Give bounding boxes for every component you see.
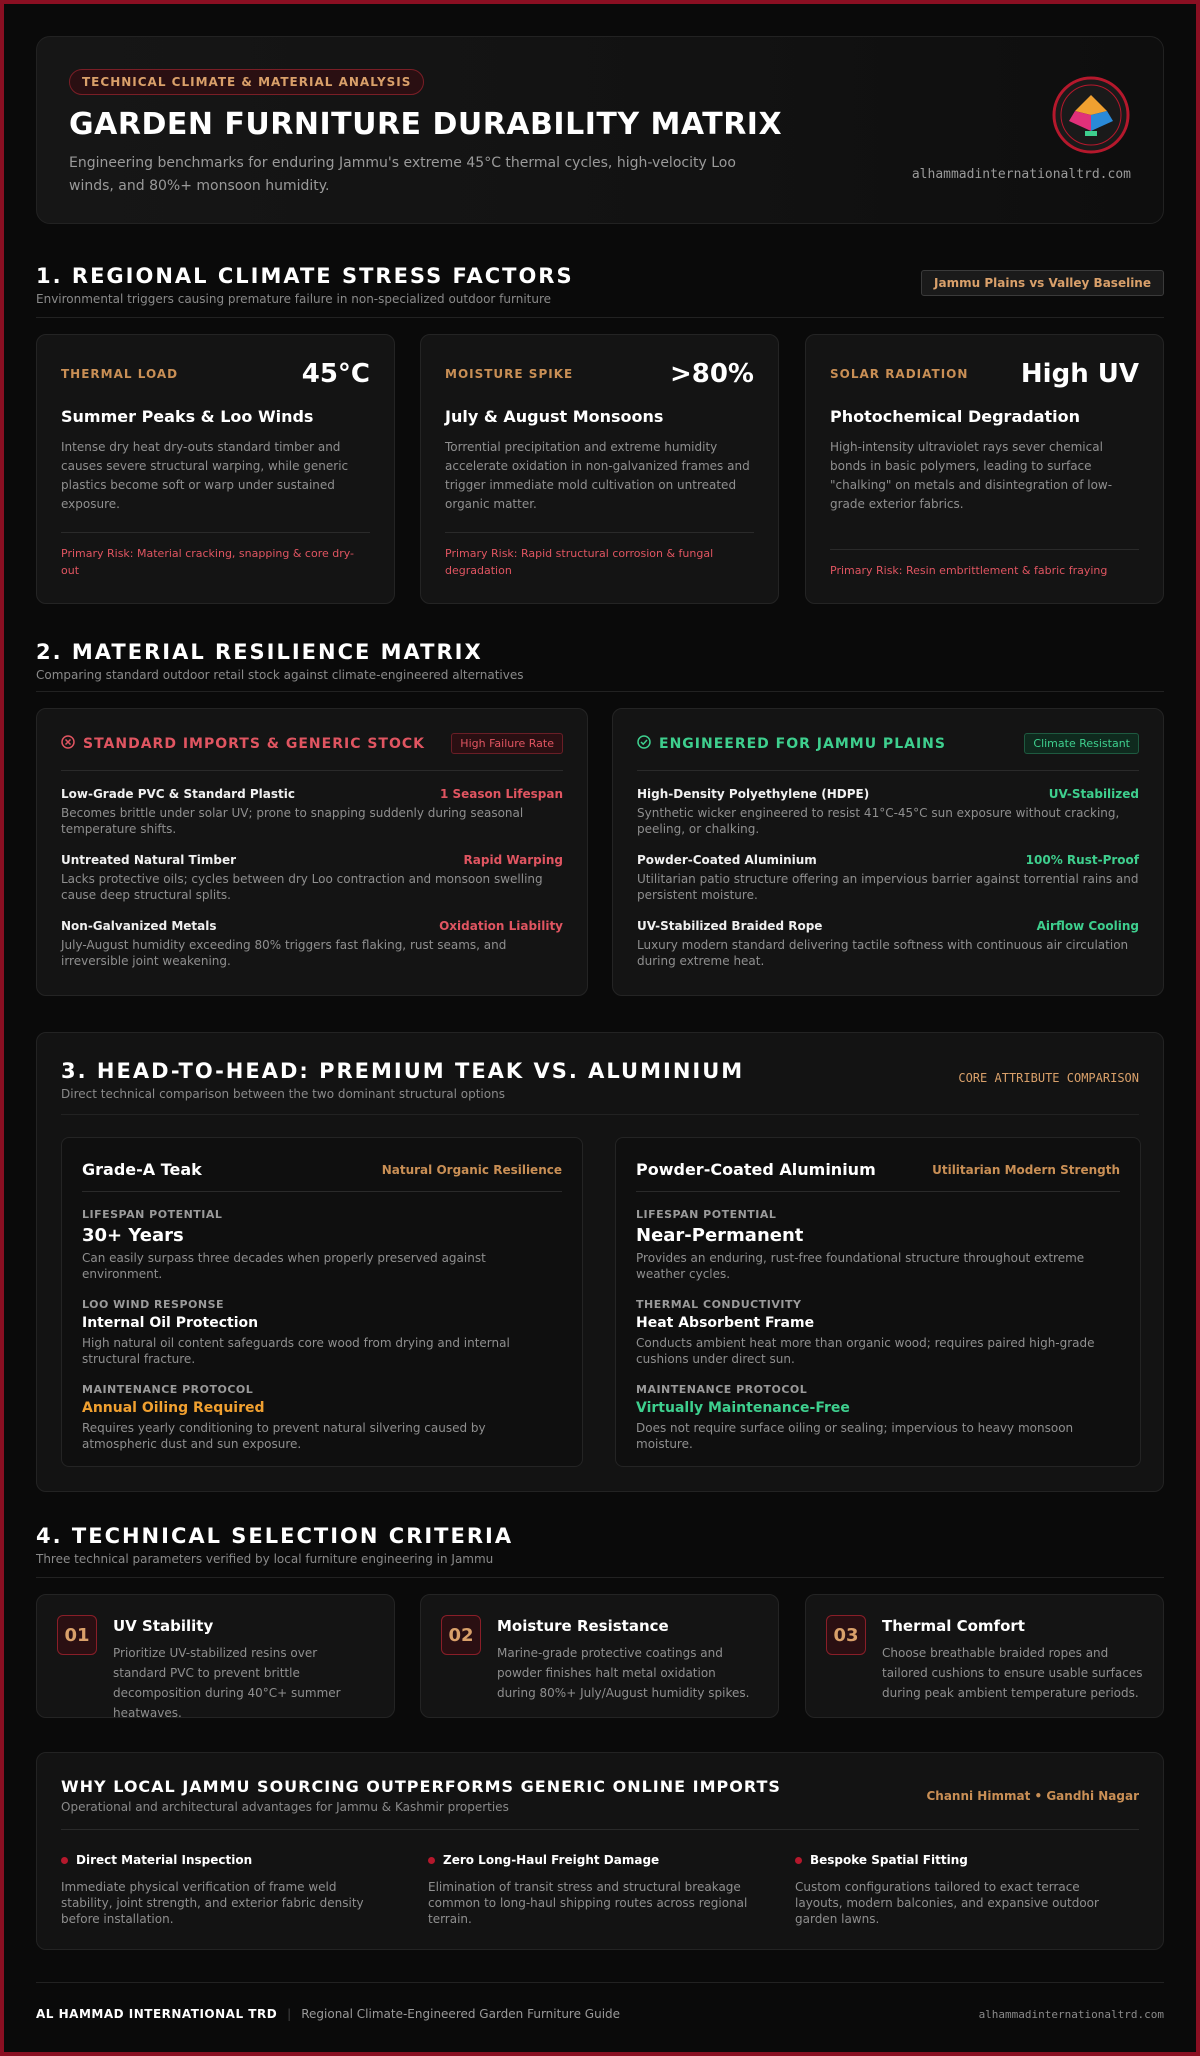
attribute-value: Virtually Maintenance-Free	[636, 1400, 850, 1416]
section-subtitle: Comparing standard outdoor retail stock against climate-engineered alternatives	[36, 668, 524, 682]
item-title: Bespoke Spatial Fitting	[810, 1853, 968, 1867]
card-value: 45°C	[301, 359, 370, 389]
material-card-aluminium	[615, 1137, 1141, 1467]
section-title: 3. HEAD-TO-HEAD: PREMIUM TEAK VS. ALUMINIUM	[61, 1059, 745, 1083]
material-desc: Luxury modern standard delivering tactile softness with continuous air circulation during extreme heat.	[637, 938, 1129, 968]
material-stat: 1 Season Lifespan	[439, 787, 563, 801]
footer-description: Regional Climate-Engineered Garden Furniture Guide	[301, 2007, 621, 2021]
attribute-desc: Provides an enduring, rust-free foundational structure throughout extreme weather cycles.	[636, 1251, 1085, 1281]
criteria-card	[36, 1594, 395, 1718]
company-logo	[1051, 75, 1131, 155]
item-body: Custom configurations tailored to exact terrace layouts, modern balconies, and expansive outdoor garden lawns.	[795, 1880, 1099, 1926]
matrix-title: ENGINEERED FOR JAMMU PLAINS	[659, 735, 946, 752]
card-label: THERMAL LOAD	[61, 367, 179, 381]
local-sourcing-panel	[36, 1752, 1164, 1950]
material-desc: Synthetic wicker engineered to resist 41°C-45°C sun exposure without cracking, peeling, or chalking.	[637, 806, 1120, 836]
material-name: Untreated Natural Timber	[61, 853, 236, 867]
card-value: >80%	[669, 359, 754, 389]
list-item	[61, 853, 563, 903]
list-item	[637, 919, 1139, 969]
section-title: 1. REGIONAL CLIMATE STRESS FACTORS	[36, 264, 574, 288]
material-card-teak	[61, 1137, 583, 1467]
attribute-label: LOO WIND RESPONSE	[82, 1298, 225, 1311]
list-item	[61, 1853, 381, 1927]
card-label: MOISTURE SPIKE	[445, 367, 574, 381]
attribute-label: LIFESPAN POTENTIAL	[82, 1208, 223, 1221]
header-pill: TECHNICAL CLIMATE & MATERIAL ANALYSIS	[69, 69, 424, 95]
criteria-number: 02	[441, 1615, 481, 1655]
card-value: High UV	[1020, 359, 1139, 389]
attribute-label: MAINTENANCE PROTOCOL	[82, 1383, 254, 1396]
check-circle-icon	[637, 735, 651, 753]
matrix-card-standard	[36, 708, 588, 996]
card-body: Torrential precipitation and extreme humidity accelerate oxidation in non-galvanized frames and trigger immediate mold cultivation on untreated organic matter.	[445, 440, 750, 511]
material-name: UV-Stabilized Braided Rope	[637, 919, 823, 933]
x-circle-icon	[61, 735, 75, 753]
list-item	[61, 919, 563, 969]
status-badge: Climate Resistant	[1024, 733, 1139, 754]
bullet-icon	[61, 1857, 68, 1864]
status-badge: High Failure Rate	[451, 733, 563, 754]
material-name: Low-Grade PVC & Standard Plastic	[61, 787, 295, 801]
criteria-body: Marine-grade protective coatings and powder finishes halt metal oxidation during 80%+ July/August humidity spikes.	[497, 1646, 750, 1700]
section-criteria-header	[36, 1524, 1164, 1578]
attribute-value: Annual Oiling Required	[82, 1400, 265, 1416]
section-matrix-header	[36, 640, 1164, 692]
attribute-desc: Conducts ambient heat more than organic wood; requires paired high-grade cushions under direct sun.	[636, 1336, 1095, 1366]
material-stat: Oxidation Liability	[439, 919, 563, 933]
material-name: Non-Galvanized Metals	[61, 919, 217, 933]
card-title: Photochemical Degradation	[830, 407, 1081, 426]
bullet-icon	[428, 1857, 435, 1864]
attribute-desc: High natural oil content safeguards core wood from drying and internal structural fracture.	[82, 1336, 510, 1366]
material-stat: Rapid Warping	[463, 853, 563, 867]
item-body: Immediate physical verification of frame weld stability, joint strength, and exterior fabric density before installation.	[61, 1880, 364, 1926]
material-name: High-Density Polyethylene (HDPE)	[637, 787, 870, 801]
card-risk: Primary Risk: Resin embrittlement & fabric fraying	[830, 549, 1139, 579]
section-title: 4. TECHNICAL SELECTION CRITERIA	[36, 1524, 514, 1548]
location-tag: Channi Himmat • Gandhi Nagar	[926, 1789, 1139, 1803]
list-item	[428, 1853, 748, 1927]
panel-subtitle: Operational and architectural advantages for Jammu & Kashmir properties	[61, 1800, 509, 1814]
footer-brand: AL HAMMAD INTERNATIONAL TRD	[36, 2007, 278, 2021]
criteria-title: Thermal Comfort	[882, 1617, 1025, 1635]
criteria-number: 03	[826, 1615, 866, 1655]
climate-card-solar	[805, 334, 1164, 604]
criteria-title: Moisture Resistance	[497, 1617, 669, 1635]
section-climate-header	[36, 264, 1164, 318]
material-desc: Becomes brittle under solar UV; prone to snapping suddenly during seasonal temperature shifts.	[61, 806, 524, 836]
list-item	[61, 787, 563, 837]
section-subtitle: Environmental triggers causing premature failure in non-specialized outdoor furniture	[36, 292, 552, 306]
material-card-title: Grade-A Teak	[82, 1160, 202, 1179]
section-subtitle: Three technical parameters verified by local furniture engineering in Jammu	[36, 1552, 494, 1566]
baseline-tag: Jammu Plains vs Valley Baseline	[921, 270, 1164, 296]
material-card-tag: Natural Organic Resilience	[381, 1162, 562, 1177]
matrix-title: STANDARD IMPORTS & GENERIC STOCK	[83, 735, 426, 752]
criteria-number: 01	[57, 1615, 97, 1655]
attribute-desc: Requires yearly conditioning to prevent natural silvering caused by atmospheric dust and sun exposure.	[82, 1421, 486, 1451]
material-desc: Lacks protective oils; cycles between dry Loo contraction and monsoon swelling cause deep structural splits.	[61, 872, 543, 902]
material-name: Powder-Coated Aluminium	[637, 853, 817, 867]
card-label: SOLAR RADIATION	[830, 367, 969, 381]
footer	[36, 1982, 1164, 2046]
attribute-desc: Can easily surpass three decades when properly preserved against environment.	[82, 1251, 486, 1281]
attribute-value: Heat Absorbent Frame	[636, 1315, 815, 1331]
criteria-card	[805, 1594, 1164, 1718]
section-subtitle: Direct technical comparison between the two dominant structural options	[61, 1087, 505, 1101]
hero-header	[36, 36, 1164, 224]
material-stat: Airflow Cooling	[1036, 919, 1139, 933]
list-item	[637, 853, 1139, 903]
card-body: High-intensity ultraviolet rays sever chemical bonds in basic polymers, leading to surface "chalking" on metals and disintegration of low-grade exterior fabrics.	[830, 440, 1113, 511]
card-title: July & August Monsoons	[445, 407, 664, 426]
attribute-label: MAINTENANCE PROTOCOL	[636, 1383, 808, 1396]
card-title: Summer Peaks & Loo Winds	[61, 407, 314, 426]
section-h2h	[36, 1032, 1164, 1492]
comparison-tag: CORE ATTRIBUTE COMPARISON	[958, 1071, 1139, 1085]
item-body: Elimination of transit stress and structural breakage common to long-haul shipping routes across regional terrain.	[428, 1880, 748, 1926]
item-title: Direct Material Inspection	[76, 1853, 253, 1867]
climate-card-moisture	[420, 334, 779, 604]
attribute-value: 30+ Years	[82, 1225, 184, 1246]
material-card-title: Powder-Coated Aluminium	[636, 1160, 876, 1179]
bullet-icon	[795, 1857, 802, 1864]
criteria-body: Choose breathable braided ropes and tailored cushions to ensure usable surfaces during peak ambient temperature periods.	[882, 1646, 1143, 1700]
list-item	[795, 1853, 1115, 1927]
criteria-body: Prioritize UV-stabilized resins over standard PVC to prevent brittle decomposition during 40°C+ summer heatwaves.	[113, 1646, 341, 1720]
page-title: GARDEN FURNITURE DURABILITY MATRIX	[69, 107, 783, 142]
material-stat: UV-Stabilized	[1048, 787, 1139, 801]
attribute-label: THERMAL CONDUCTIVITY	[636, 1298, 802, 1311]
divider	[61, 1829, 1139, 1830]
section-h2h-header	[61, 1059, 1139, 1115]
attribute-value: Internal Oil Protection	[82, 1315, 259, 1331]
card-risk: Primary Risk: Material cracking, snapping & core dry-out	[61, 532, 370, 579]
criteria-title: UV Stability	[113, 1617, 214, 1635]
criteria-card	[420, 1594, 779, 1718]
item-title: Zero Long-Haul Freight Damage	[443, 1853, 660, 1867]
material-desc: July-August humidity exceeding 80% triggers fast flaking, rust seams, and irreversible joint weakening.	[61, 938, 507, 968]
panel-title: WHY LOCAL JAMMU SOURCING OUTPERFORMS GENERIC ONLINE IMPORTS	[61, 1777, 781, 1796]
card-risk: Primary Risk: Rapid structural corrosion & fungal degradation	[445, 532, 754, 579]
section-title: 2. MATERIAL RESILIENCE MATRIX	[36, 640, 483, 664]
material-stat: 100% Rust-Proof	[1025, 853, 1139, 867]
attribute-desc: Does not require surface oiling or sealing; impervious to heavy monsoon moisture.	[636, 1421, 1074, 1451]
footer-separator: |	[287, 2007, 292, 2021]
matrix-card-engineered	[612, 708, 1164, 996]
attribute-value: Near-Permanent	[636, 1225, 804, 1246]
material-desc: Utilitarian patio structure offering an impervious barrier against torrential rains and persistent moisture.	[637, 872, 1139, 902]
attribute-label: LIFESPAN POTENTIAL	[636, 1208, 777, 1221]
header-url: alhammadinternationaltrd.com	[911, 167, 1131, 182]
material-card-tag: Utilitarian Modern Strength	[932, 1162, 1120, 1177]
card-body: Intense dry heat dry-outs standard timber and causes severe structural warping, while generic plastics become soft or warp under sustained exposure.	[61, 440, 349, 511]
list-item	[637, 787, 1139, 837]
page-subtitle: Engineering benchmarks for enduring Jammu's extreme 45°C thermal cycles, high-velocity Loo winds, and 80%+ monsoon humidity.	[69, 155, 736, 194]
footer-url[interactable]: alhammadinternationaltrd.com	[978, 2008, 1164, 2021]
climate-card-thermal	[36, 334, 395, 604]
